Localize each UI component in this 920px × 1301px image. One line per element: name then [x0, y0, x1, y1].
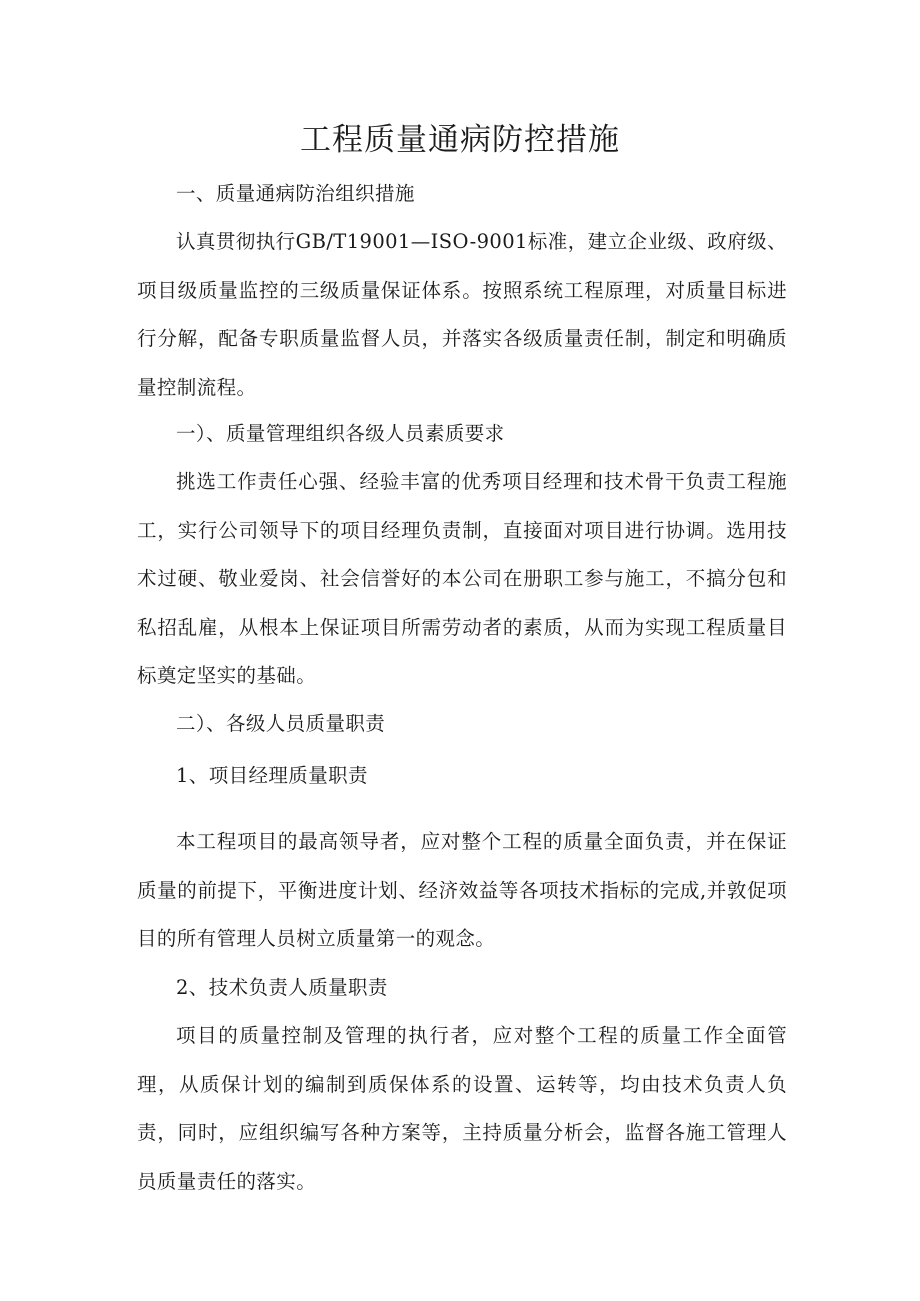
- document-title: 工程质量通病防控措施: [300, 122, 620, 158]
- paragraph-3: 本工程项目的最高领导者，应对整个工程的质量全面负责，并在保证质量的前提下，平衡进度计划、经济效益等各项技术指标的完成,并敦促项目的所有管理人员树立质量第一的观念。: [137, 830, 787, 950]
- section-heading-4: 1、项目经理质量职责: [176, 764, 368, 787]
- section-heading-3: 二）、各级人员质量职责: [176, 712, 386, 735]
- section-heading-1: 一、质量通病防治组织措施: [176, 182, 415, 205]
- paragraph-2: 挑选工作责任心强、经验丰富的优秀项目经理和技术骨干负责工程施工，实行公司领导下的项目经理负责制，直接面对项目进行协调。选用技术过硬、敬业爱岗、社会信誉好的本公司在册职工参与施工，不搞分包和私招乱雇，从根本上保证项目所需劳动者的素质，从而为实现工程质量目标奠定坚实的基础。: [137, 470, 787, 687]
- paragraph-1: 认真贯彻执行GB/T19001—ISO-9001标准，建立企业级、政府级、项目级质量监控的三级质量保证体系。按照系统工程原理，对质量目标进行分解，配备专职质量监督人员，并落实各级质量责任制，制定和明确质量控制流程。: [137, 230, 787, 399]
- section-heading-2: 一）、质量管理组织各级人员素质要求: [176, 422, 505, 445]
- section-heading-5: 2、技术负责人质量职责: [176, 976, 388, 999]
- paragraph-4: 项目的质量控制及管理的执行者，应对整个工程的质量工作全面管理，从质保计划的编制到质保体系的设置、运转等，均由技术负责人负责，同时，应组织编写各种方案等，主持质量分析会，监督各施工管理人员质量责任的落实。: [137, 1024, 787, 1193]
